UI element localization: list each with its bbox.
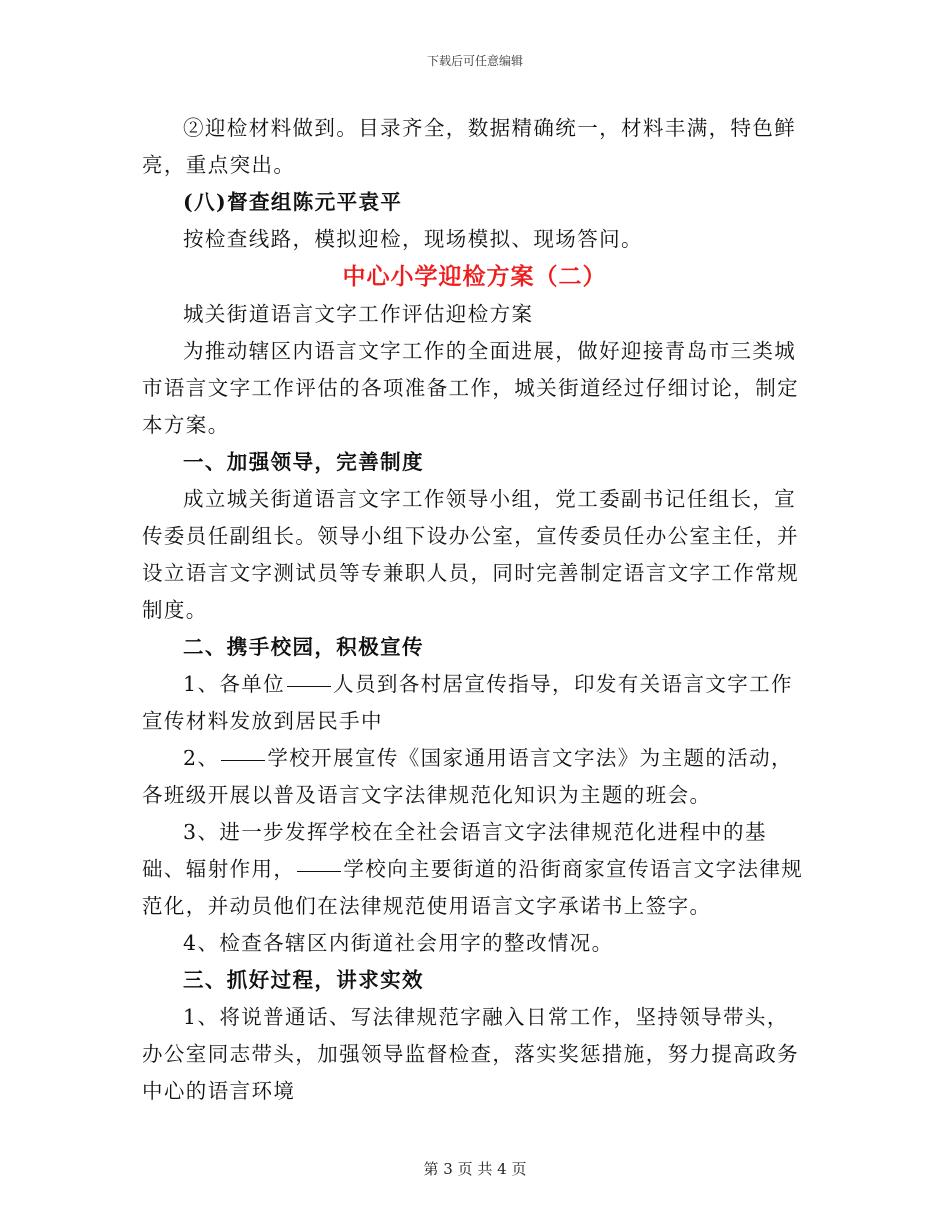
blank-underline bbox=[297, 870, 341, 872]
paragraph-text: 学校开展宣传《国家通用语言文字法》为主题的活动，各班级开展以普及语言文字法律规范化知识为主题的班会。 bbox=[142, 746, 793, 807]
paragraph: ②迎检材料做到。目录齐全，数据精确统一，材料丰满，特色鲜亮，重点突出。 bbox=[142, 116, 797, 177]
paragraph: 1、将说普通话、写法律规范字融入日常工作，坚持领导带头，办公室同志带头，加强领导监督检查，落实奖惩措施，努力提高政务中心的语言环境 bbox=[142, 1005, 799, 1103]
page-header: 下载后可任意编辑 bbox=[426, 54, 523, 68]
document-body bbox=[142, 110, 807, 1110]
section-heading: 二、携手校园，积极宣传 bbox=[183, 635, 424, 659]
paragraph: 按检查线路，模拟迎检，现场模拟、现场答问。 bbox=[183, 227, 643, 251]
page-footer: 第 3 页 共 4 页 bbox=[423, 1160, 527, 1178]
blank-underline bbox=[287, 685, 331, 687]
paragraph: 为推动辖区内语言文字工作的全面进展，做好迎接青岛市三类城市语言文字工作评估的各项准备工作，城关街道经过仔细讨论，制定本方案。 bbox=[142, 339, 799, 437]
section-heading: 一、加强领导，完善制度 bbox=[183, 450, 424, 474]
paragraph bbox=[142, 740, 807, 814]
paragraph: 成立城关街道语言文字工作领导小组，党工委副书记任组长，宣传委员任副组长。领导小组下设办公室，宣传委员任办公室主任，并设立语言文字测试员等专兼职人员，同时完善制定语言文字工作常规制度。 bbox=[142, 487, 799, 622]
paragraph-text: 学校向主要街道的沿街商家宣传语言文字法律规范化，并动员他们在法律规范使用语言文字承诺书上签字。 bbox=[142, 857, 804, 918]
paragraph: 4、检查各辖区内街道社会用字的整改情况。 bbox=[183, 931, 614, 955]
paragraph bbox=[142, 814, 807, 925]
paragraph bbox=[142, 666, 807, 740]
paragraph-text: 3、进一步发挥学校在全社会语言文字法律规范化进程中的基础、辐射作用， bbox=[142, 820, 767, 881]
paragraph: 城关街道语言文字工作评估迎检方案 bbox=[183, 302, 534, 326]
paragraph-text: 人员到各村居宣传指导，印发有关语言文字工作宣传材料发放到居民手中 bbox=[142, 672, 793, 733]
section-heading: 三、抓好过程，讲求实效 bbox=[183, 968, 424, 992]
paragraph-text: 1、各单位 bbox=[183, 672, 286, 696]
document-title: 中心小学迎检方案（二） bbox=[342, 263, 607, 290]
section-heading: (八)督查组陈元平袁平 bbox=[183, 190, 403, 214]
blank-underline bbox=[221, 759, 265, 761]
paragraph-text: 2、 bbox=[183, 746, 220, 770]
